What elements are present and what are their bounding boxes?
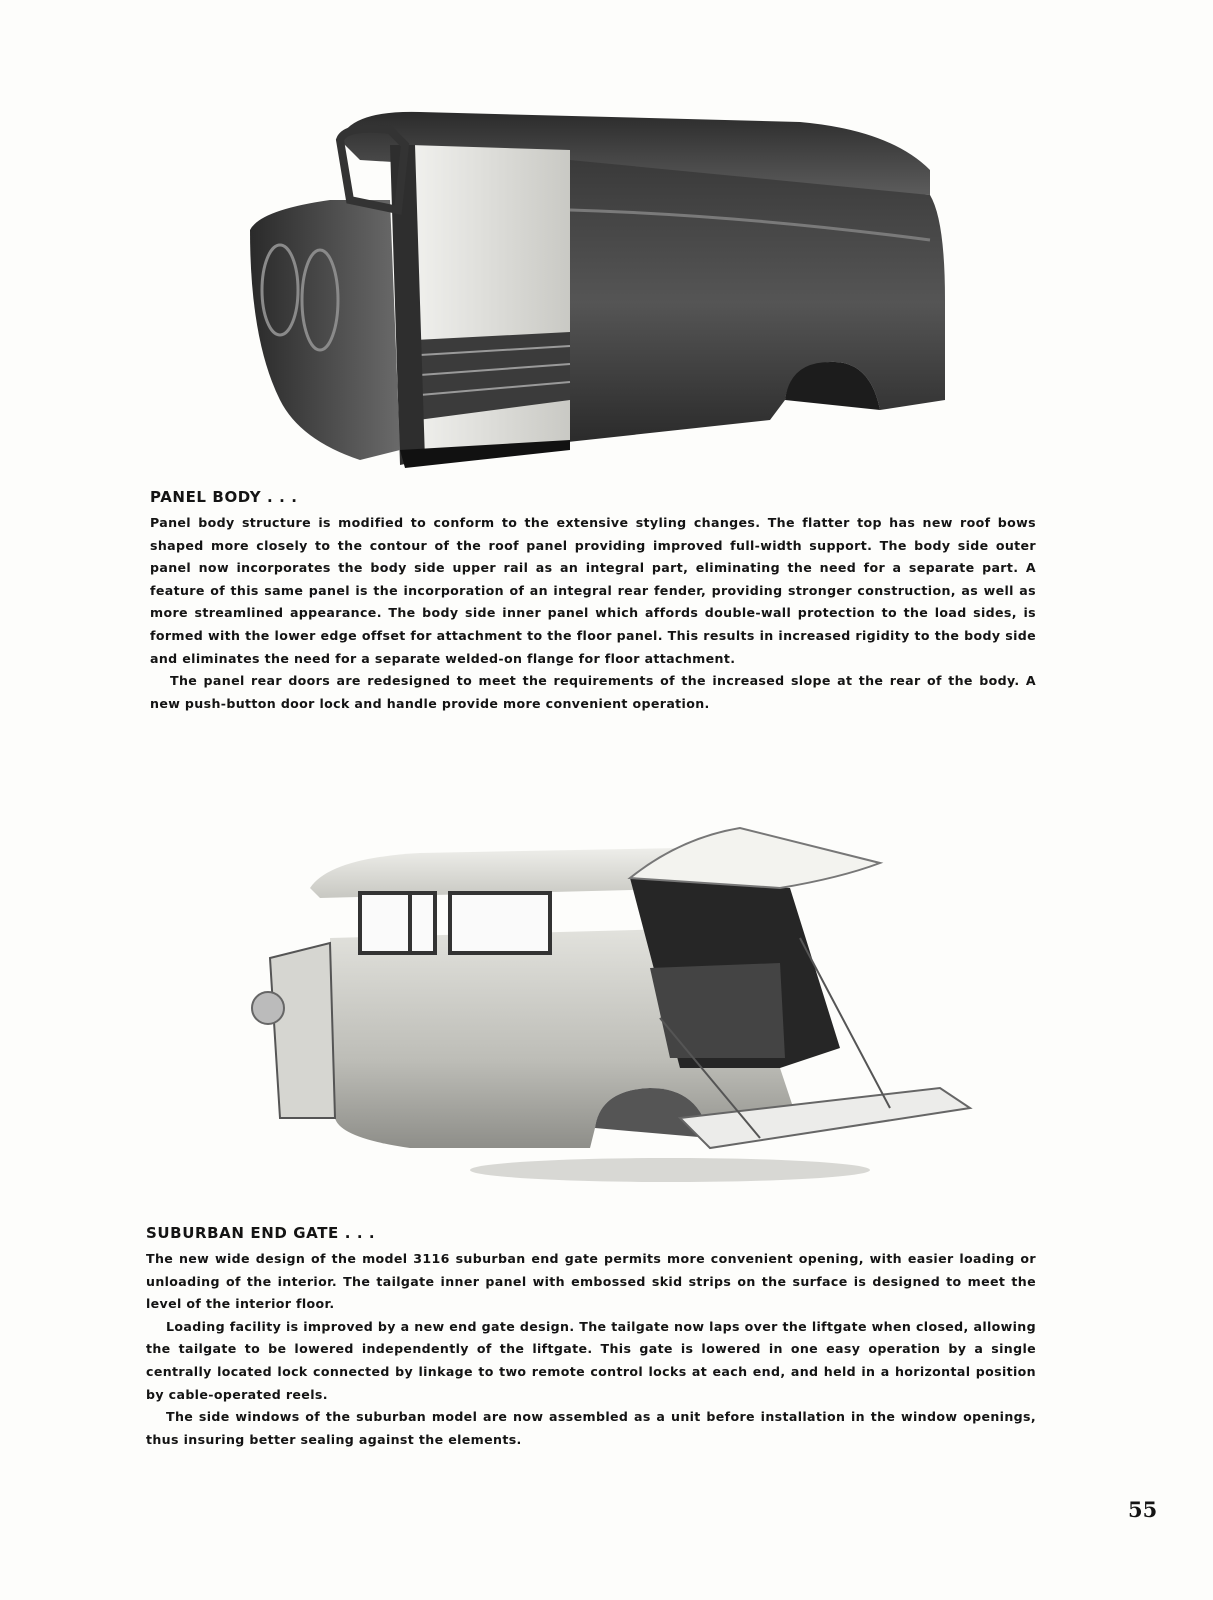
panel-body-photo bbox=[240, 100, 960, 480]
panel-body-section bbox=[150, 486, 1036, 715]
suburban-end-gate-heading: SUBURBAN END GATE . . . bbox=[146, 1224, 376, 1242]
suburban-end-gate-photo bbox=[240, 818, 980, 1208]
panel-body-heading: PANEL BODY . . . bbox=[150, 488, 298, 506]
suburban-paragraph: Loading facility is improved by a new end gate design. The tailgate now laps over the liftgate when closed, allowing the tailgate to be lowered independently of the liftgate. This gate is lowered in one easy operation by a single centrally located lock connected by linkage to two remote control locks at each end, and held in a horizontal position by cable-operated reels. bbox=[146, 1318, 1036, 1402]
suburban-paragraph: The new wide design of the model 3116 suburban end gate permits more convenient opening, with easier loading or unloading of the interior. The tailgate inner panel with embossed skid strips on the surface is designed to meet the level of the interior floor. bbox=[146, 1251, 1036, 1312]
panel-body-paragraph: The panel rear doors are redesigned to meet the requirements of the increased slope at the rear of the body. A new push-button door lock and handle provide more convenient operation. bbox=[150, 673, 1036, 711]
page-number: 55 bbox=[1128, 1497, 1158, 1522]
suburban-paragraph: The side windows of the suburban model are now assembled as a unit before installation in the window openings, thus insuring better sealing against the elements. bbox=[146, 1409, 1036, 1447]
suburban-end-gate-section bbox=[146, 1222, 1036, 1451]
panel-body-paragraph: Panel body structure is modified to conform to the extensive styling changes. The flatter top has new roof bows shaped more closely to the contour of the roof panel providing improved full-width support. The body side outer panel now incorporates the body side upper rail as an integral part, eliminating the need for a separate part. A feature of this same panel is the incorporation of an integral rear fender, providing stronger construction, as well as more streamlined appearance. The body side inner panel which affords double-wall protection to the load sides, is formed with the lower edge offset for attachment to the floor panel. This results in increased rigidity to the body side and eliminates the need for a separate welded-on flange for floor attachment. bbox=[150, 515, 1036, 666]
